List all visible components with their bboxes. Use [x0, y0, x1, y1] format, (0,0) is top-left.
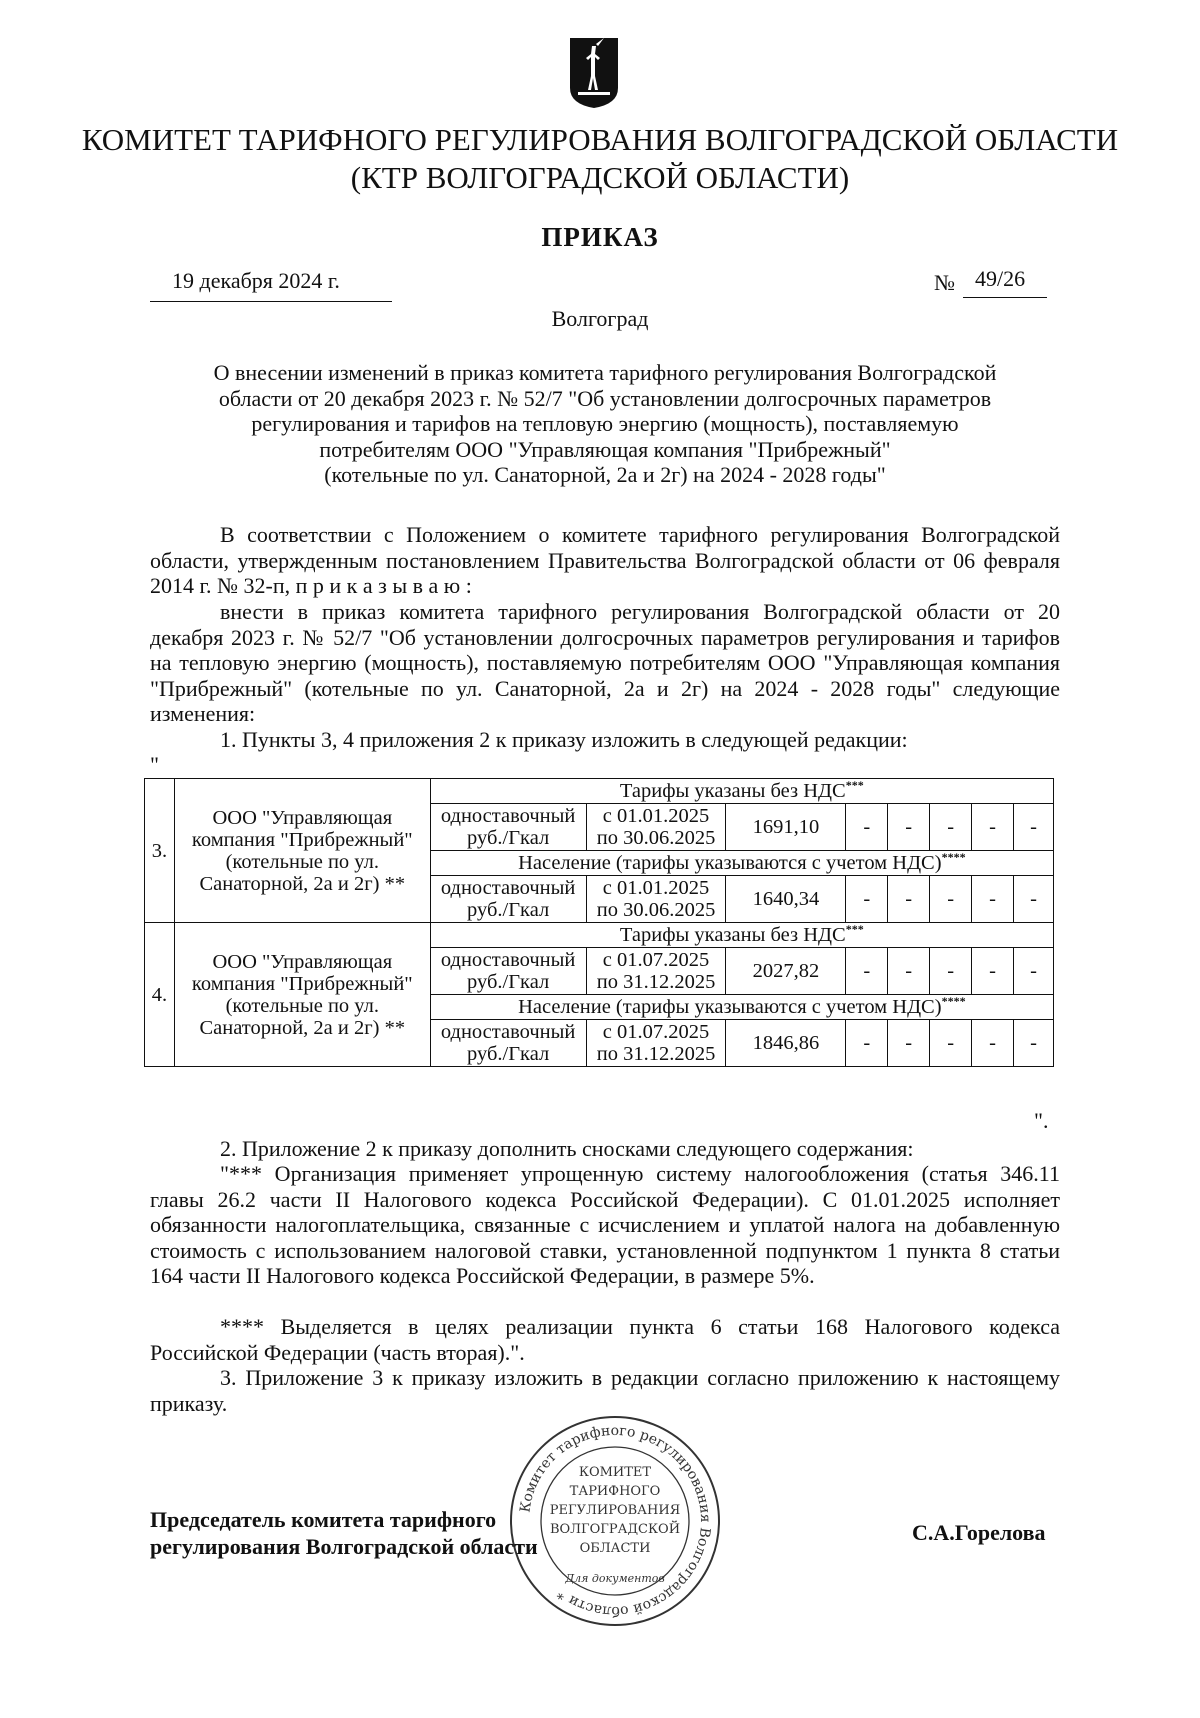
- period-cell: [586, 948, 726, 995]
- tariff-type: одноставочный: [440, 1021, 576, 1043]
- tariff-table: [144, 778, 1054, 1067]
- tariff-type-cell: [430, 876, 586, 923]
- stamp-inner-line: ОБЛАСТИ: [579, 1541, 651, 1556]
- row-number: 3.: [145, 779, 175, 923]
- footnote-mark: ***: [845, 778, 864, 793]
- amendment-paragraph: внести в приказ комитета тарифного регулирования Волгоградской области от 20 декабря 2023 г. № 52/7 "Об установлении долгосрочных параметров регулирования и тарифов на тепловую энергию (мощность), поставляемую потребителям ООО "Управляющая компания "Прибрежный" (котельные по ул. Санаторной, 2а и 2г) на 2024 - 2028 годы" следующие изменения:: [150, 599, 1060, 726]
- org-line: (котельные по ул.: [225, 994, 379, 1017]
- empty-cell: -: [1014, 876, 1054, 923]
- stamp-inner-line: КОМИТЕТ: [578, 1465, 652, 1480]
- period-from: с 01.01.2025: [602, 805, 710, 827]
- empty-cell: -: [888, 1020, 930, 1067]
- subject-line: (котельные по ул. Санаторной, 2а и 2г) на 2024 - 2028 годы": [324, 462, 886, 487]
- row-number: 4.: [145, 923, 175, 1067]
- tariff-value: 1846,86: [726, 1020, 846, 1067]
- signatory-name: С.А.Горелова: [912, 1520, 1046, 1545]
- order-number: 49/26: [963, 266, 1047, 298]
- empty-cell: -: [930, 948, 972, 995]
- footnote-4-paragraph: **** Выделяется в целях реализации пункта 6 статьи 168 Налогового кодекса Российской Федерации (часть вторая).".: [150, 1314, 1060, 1365]
- close-quote: ".: [1034, 1108, 1049, 1133]
- period-from: с 01.01.2025: [602, 877, 710, 899]
- stamp-inner-line: ТАРИФНОГО: [569, 1484, 661, 1499]
- subject-line: области от 20 декабря 2023 г. № 52/7 "Об установлении долгосрочных параметров: [218, 385, 992, 411]
- signatory-title: [150, 1506, 538, 1560]
- subject-line: потребителям ООО "Управляющая компания "Прибрежный": [319, 436, 891, 462]
- empty-cell: -: [1014, 948, 1054, 995]
- period-cell: [586, 876, 726, 923]
- table-row: [145, 923, 1054, 948]
- stamp-ring-text: Комитет тарифного регулирования Волгоградской области *: [517, 1422, 714, 1620]
- subject-line: регулирования и тарифов на тепловую энергию (мощность), поставляемую: [251, 411, 959, 436]
- organization-title: КОМИТЕТ ТАРИФНОГО РЕГУЛИРОВАНИЯ ВОЛГОГРАДСКОЙ ОБЛАСТИ: [81, 122, 1119, 157]
- tariff-unit: руб./Гкал: [467, 827, 550, 849]
- empty-cell: -: [972, 1020, 1014, 1067]
- order-subject: [150, 360, 1060, 488]
- period-from: с 01.07.2025: [602, 949, 710, 971]
- empty-cell: -: [930, 876, 972, 923]
- signatory-title-line: регулирования Волгоградской области: [150, 1534, 538, 1559]
- coat-of-arms-icon: [568, 36, 620, 110]
- stamp-inner-line: ВОЛГОГРАДСКОЙ: [549, 1522, 681, 1537]
- empty-cell: -: [930, 804, 972, 851]
- empty-cell: -: [846, 948, 888, 995]
- tariff-type: одноставочный: [440, 877, 576, 899]
- item-3-paragraph: 3. Приложение 3 к приказу изложить в редакции согласно приложению к настоящему приказу.: [150, 1365, 1060, 1416]
- section-header: [430, 851, 1053, 876]
- section-label: Тарифы указаны без НДС: [619, 780, 846, 802]
- empty-cell: -: [888, 804, 930, 851]
- footnote-mark: ***: [845, 922, 864, 937]
- empty-cell: -: [888, 948, 930, 995]
- tariff-type-cell: [430, 804, 586, 851]
- open-quote: ": [150, 752, 159, 777]
- order-date: 19 декабря 2024 г.: [150, 268, 392, 302]
- document-type: ПРИКАЗ: [541, 222, 659, 252]
- org-line: ООО "Управляющая: [212, 806, 393, 829]
- empty-cell: -: [930, 1020, 972, 1067]
- organization-cell: [174, 779, 430, 923]
- org-line: компания "Прибрежный": [191, 828, 413, 851]
- number-sign: №: [934, 270, 955, 295]
- item-1-paragraph: 1. Пункты 3, 4 приложения 2 к приказу изложить в следующей редакции:: [220, 727, 908, 752]
- org-line: Санаторной, 2а и 2г) **: [199, 872, 406, 895]
- period-to: по 31.12.2025: [596, 1043, 716, 1065]
- org-line: ООО "Управляющая: [212, 950, 393, 973]
- table-row: [145, 779, 1054, 804]
- section-header: [430, 923, 1053, 948]
- section-label: Население (тарифы указываются с учетом НДС): [518, 996, 942, 1018]
- organization-cell: [174, 923, 430, 1067]
- org-line: Санаторной, 2а и 2г) **: [199, 1016, 406, 1039]
- signatory-title-line: Председатель комитета тарифного: [150, 1507, 497, 1532]
- period-to: по 30.06.2025: [596, 899, 716, 921]
- section-label: Население (тарифы указываются с учетом НДС): [518, 852, 942, 874]
- empty-cell: -: [1014, 804, 1054, 851]
- tariff-value: 1691,10: [726, 804, 846, 851]
- tariff-value: 2027,82: [726, 948, 846, 995]
- city: Волгоград: [551, 306, 649, 331]
- footnote-mark: ****: [941, 850, 966, 865]
- period-to: по 31.12.2025: [596, 971, 716, 993]
- period-cell: [586, 804, 726, 851]
- period-to: по 30.06.2025: [596, 827, 716, 849]
- official-stamp: [508, 1414, 722, 1628]
- footnote-mark: ****: [941, 994, 966, 1009]
- tariff-unit: руб./Гкал: [467, 1043, 550, 1065]
- org-line: (котельные по ул.: [225, 850, 379, 873]
- section-header: [430, 995, 1053, 1020]
- tariff-type-cell: [430, 948, 586, 995]
- empty-cell: -: [1014, 1020, 1054, 1067]
- subject-line: О внесении изменений в приказ комитета тарифного регулирования Волгоградской: [213, 360, 997, 385]
- section-label: Тарифы указаны без НДС: [619, 924, 846, 946]
- tariff-value: 1640,34: [726, 876, 846, 923]
- footnote-3-paragraph: "*** Организация применяет упрощенную систему налогообложения (статья 346.11 главы 26.2 части II Налогового кодекса Российской Федерации). С 01.01.2025 исполняет обязанности налогоплательщика, связанные с исчислением и уплатой налога на добавленную стоимость с использованием налоговой ставки, установленной подпунктом 1 пункта 8 статьи 164 части II Налогового кодекса Российской Федерации, в размере 5%.: [150, 1161, 1060, 1288]
- tariff-type-cell: [430, 1020, 586, 1067]
- tariff-type: одноставочный: [440, 949, 576, 971]
- period-cell: [586, 1020, 726, 1067]
- preamble-paragraph: В соответствии с Положением о комитете тарифного регулирования Волгоградской области, утвержденным постановлением Правительства Волгоградской области от 06 февраля 2014 г. № 32-п, п р и к а з ы в а ю :: [150, 522, 1060, 598]
- organization-abbreviation: (КТР ВОЛГОГРАДСКОЙ ОБЛАСТИ): [350, 160, 850, 195]
- section-header: [430, 779, 1053, 804]
- empty-cell: -: [972, 948, 1014, 995]
- tariff-unit: руб./Гкал: [467, 899, 550, 921]
- empty-cell: -: [972, 876, 1014, 923]
- empty-cell: -: [972, 804, 1014, 851]
- tariff-type: одноставочный: [440, 805, 576, 827]
- period-from: с 01.07.2025: [602, 1021, 710, 1043]
- empty-cell: -: [846, 876, 888, 923]
- org-line: компания "Прибрежный": [191, 972, 413, 995]
- tariff-unit: руб./Гкал: [467, 971, 550, 993]
- empty-cell: -: [846, 804, 888, 851]
- empty-cell: -: [846, 1020, 888, 1067]
- stamp-bottom-text: Для документов: [565, 1572, 665, 1585]
- stamp-inner-line: РЕГУЛИРОВАНИЯ: [549, 1503, 681, 1518]
- item-2-paragraph: 2. Приложение 2 к приказу дополнить сносками следующего содержания:: [220, 1136, 914, 1161]
- empty-cell: -: [888, 876, 930, 923]
